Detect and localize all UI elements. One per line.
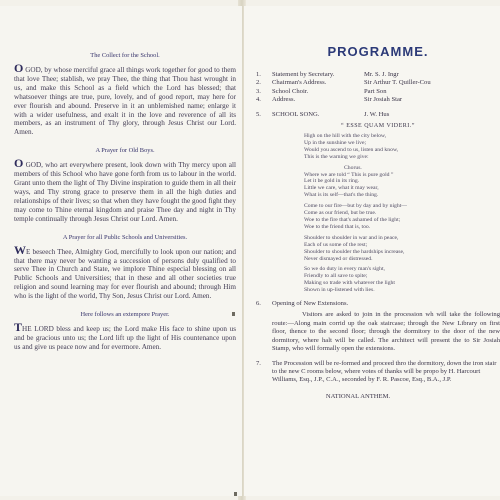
drop-cap: O [14, 156, 24, 171]
prayer-text [14, 156, 236, 223]
prayer-text [14, 242, 236, 301]
list-item [256, 71, 500, 79]
list-item [256, 88, 500, 96]
programme-item-6 [256, 300, 500, 308]
item-person: Sir Josiah Star [364, 96, 403, 104]
verse-line: Up in the sunshine we live; [304, 139, 367, 146]
staple-mark [232, 312, 235, 316]
item-person: J. W. Hus [364, 110, 390, 118]
item-text: The Procession will be re-formed and proceed thro the dormitory, down the iron stair to the new C rooms below, where votes of thanks will be propo by H. Harcourt Williams, Esq., J.P., C.A., seconded by F. R. Pascoe, Esq., B.A., J.P. [272, 359, 497, 384]
verse-line: Little we care, what it may wear, [304, 185, 379, 192]
verse-line: Where we are told “ This is pure gold ” [304, 171, 394, 178]
verse-line: Friendly to all save to spite; [304, 273, 368, 280]
prayer-collect [14, 52, 236, 137]
item-title: Address. [272, 96, 296, 104]
verse-line: Woe to the friend that is, too. [304, 223, 371, 230]
prayer-heading: A Prayer for Old Boys. [95, 147, 155, 155]
prayer-heading: A Prayer for all Public Schools and Universities. [62, 233, 188, 241]
item-title: Chairman's Address. [272, 79, 327, 87]
programme-title: PROGRAMME. [327, 44, 429, 59]
song-verse [304, 133, 500, 161]
verse-line: Never dismayed or distressed. [304, 255, 373, 262]
prayer-text [14, 320, 236, 352]
right-page-programme [244, 6, 500, 496]
prayer-public-schools [14, 234, 236, 301]
verse-line: Would you ascend to us, listen and know, [304, 146, 399, 153]
left-page-prayers [0, 6, 242, 496]
item-title: Opening of New Extensions. [272, 300, 349, 308]
item-person: Mr. S. J. Ingr [364, 71, 399, 78]
list-item [256, 79, 500, 87]
prayer-old-boys [14, 147, 236, 223]
item-person: Sir Arthur T. Quiller-Cou [364, 79, 431, 87]
prayer-body: GOD, by whose merciful grace all things work together for good to them that love Thee; stablish, we pray Thee, the thing that Thou hast wrought in us, and make this School as a field which the Lord has blessed; that whatsoever things are true, pure, lovely, and of good report, may here for ever flourish and abound. Preserve in it an unblemished name; enlarge it with a wider usefulness, and exalt it in the love and reverence of all its members, as an instrument of Thy glory, through Jesus Christ our Lord. Amen. [14, 66, 236, 137]
prayer-heading: The Collect for the School. [90, 52, 160, 59]
item-number: 7. [256, 359, 261, 367]
drop-cap: T [14, 320, 23, 335]
prayer-body: GOD, who art everywhere present, look down with Thy mercy upon all members of this School who have gone forth from us to labour in the world. Grant unto them the light of Thy Divine inspiration to guide them in all their ways, and Thy strong grace to preserve them in all the high duties and relationships of their lives; so that when they have fought the good fight they may come to Thine eternal kingdom and praise Thee day and night in Thy temple continually through Jesus Christ our Lord. Amen. [14, 161, 236, 223]
song-verse [304, 203, 500, 231]
chorus-label: Chorus. [344, 164, 362, 171]
verse-line: Let it be gold in its ring. [304, 178, 360, 185]
item-person: Part Son [364, 87, 387, 95]
programme-item-7 [256, 360, 500, 385]
verse-line: Woe to the fire that's ashamed of the light; [304, 217, 401, 223]
prayer-heading: Here follows an extempore Prayer. [80, 311, 170, 319]
song-verse [304, 235, 500, 263]
prayer-text [14, 61, 236, 137]
verse-line: What is its self—that's the thing. [304, 192, 379, 199]
item-title: SCHOOL SONG. [272, 110, 320, 118]
verse-line: Shoulder to shoulder in war and in peace, [304, 234, 399, 241]
verse-line: Come as our friend, but be true. [304, 210, 377, 217]
national-anthem: NATIONAL ANTHEM. [325, 392, 391, 400]
verse-line: Come to our fire—but by day and by night— [304, 203, 407, 210]
prayer-body: E beseech Thee, Almighty God, mercifully to look upon our nation; and that there may never be wanting a succession of persons duly qualified to serve Thee in Church and State, we implore Thine especial blessing on all Public Schools and Universities; that in these and all other societies true religion and sound learning may for ever flourish and abound; through Him who is the light of the world, Thy Son, Jesus Christ our Lord. Amen. [14, 247, 236, 301]
item-number: 3. [256, 87, 261, 95]
item-number: 5. [256, 110, 261, 118]
drop-cap: W [14, 242, 26, 257]
item-number: 2. [256, 79, 261, 87]
list-item [256, 96, 500, 104]
verse-line: This is the warning we give: [304, 153, 369, 160]
item-number: 6. [256, 300, 261, 308]
song-verse [304, 266, 500, 294]
item-number: 4. [256, 96, 261, 104]
prayer-body: HE LORD bless and keep us; the Lord make His face to shine upon us and be gracious unto us; the Lord lift up the light of His countenance upon us and give us peace now and for evermore. Amen. [14, 325, 236, 351]
item-title: Statement by Secretary. [272, 71, 335, 78]
verse-line: High on the hill with the city below, [304, 133, 387, 140]
song-chorus [304, 165, 500, 200]
list-item [256, 111, 500, 119]
staple-mark [234, 492, 237, 496]
drop-cap: O [14, 61, 24, 75]
prayer-blessing [14, 311, 236, 352]
verse-line: Making so trade with whatever the light [304, 280, 395, 287]
programme-list [256, 71, 500, 119]
song-title: “ ESSE QUAM VIDERI.” [341, 123, 415, 130]
verse-line: So we do duty in every man's sight, [304, 266, 385, 273]
verse-line: Shown in up-listened with lies. [304, 287, 375, 294]
procession-instructions: Visitors are asked to join in the procession wh will take the following route:—Along main corrid up the oak staircase; through the New Library on first floor, thence to the second floor; through the dormitory to the door of the new dormitory, where halt will be called. The architect will present the to Sir Josiah Stamp, who will formally open the extensions. [272, 311, 500, 353]
item-number: 1. [256, 71, 261, 78]
verse-line: Each of us some of the rest; [304, 241, 368, 248]
item-title: School Choir. [272, 87, 309, 95]
verse-line: Shoulder to shoulder the hardships increase, [304, 248, 405, 255]
